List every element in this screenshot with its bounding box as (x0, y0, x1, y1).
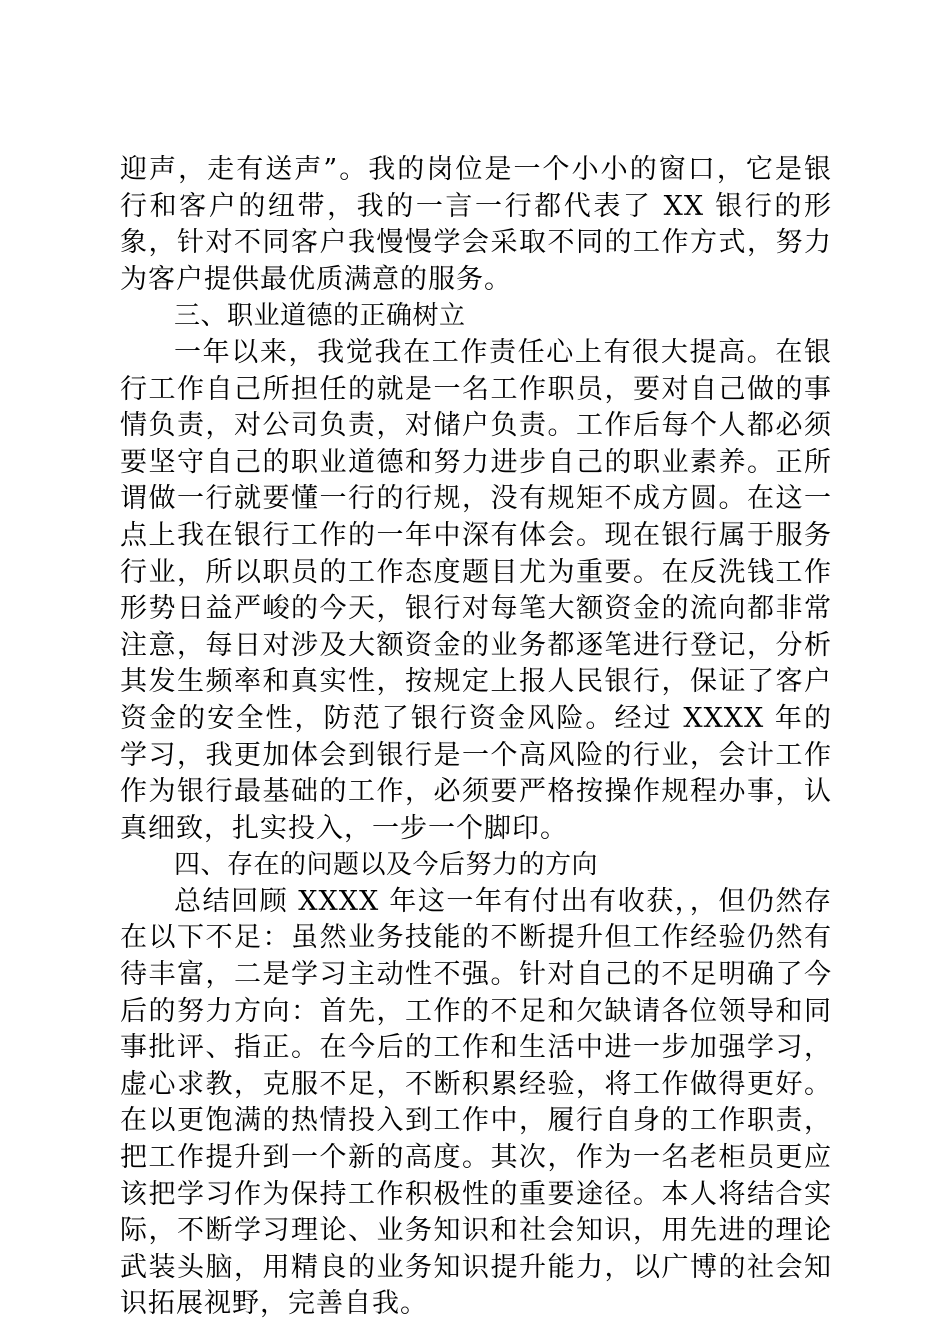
paragraph-continued: 迎声，走有送声”。我的岗位是一个小小的窗口，它是银行和客户的纽带，我的一言一行都代表了 XX 银行的形象，针对不同客户我慢慢学会采取不同的工作方式，努力为客户提供最优质满意的服务。 (120, 154, 832, 295)
paragraph-professional-ethics: 一年以来，我觉我在工作责任心上有很大提高。在银行工作自己所担任的就是一名工作职员，要对自己做的事情负责，对公司负责，对储户负责。工作后每个人都必须要坚守自己的职业道德和努力进步自己的职业素养。正所谓做一行就要懂一行的行规，没有规矩不成方圆。在这一点上我在银行工作的一年中深有体会。现在银行属于服务行业，所以职员的工作态度题目尤为重要。在反洗钱工作形势日益严峻的今天，银行对每笔大额资金的流向都非常注意，每日对涉及大额资金的业务都逐笔进行登记，分析其发生频率和真实性，按规定上报人民银行，保证了客户资金的安全性，防范了银行资金风险。经过 XXXX 年的学习，我更加体会到银行是一个高风险的行业，会计工作作为银行最基础的工作，必须要严格按操作规程办事，认真细致，扎实投入，一步一个脚印。 (120, 336, 832, 844)
section-heading-3: 三、职业道德的正确树立 (174, 301, 466, 332)
section-heading-4: 四、存在的问题以及今后努力的方向 (174, 850, 599, 881)
document-body (120, 152, 832, 1323)
paragraph-problems-and-direction: 总结回顾 XXXX 年这一年有付出有收获，，但仍然存在以下不足：虽然业务技能的不断提升但工作经验仍然有待丰富，二是学习主动性不强。针对自己的不足明确了今后的努力方向：首先，工作的不足和欠缺请各位领导和同事批评、指正。在今后的工作和生活中进一步加强学习，虚心求教，克服不足，不断积累经验，将工作做得更好。在以更饱满的热情投入到工作中，履行自身的工作职责，把工作提升到一个新的高度。其次，作为一名老柜员更应该把学习作为保持工作积极性的重要途径。本人将结合实际，不断学习理论、业务知识和社会知识，用先进的理论武装头脑，用精良的业务知识提升能力，以广博的社会知识拓展视野，完善自我。 (120, 885, 832, 1320)
